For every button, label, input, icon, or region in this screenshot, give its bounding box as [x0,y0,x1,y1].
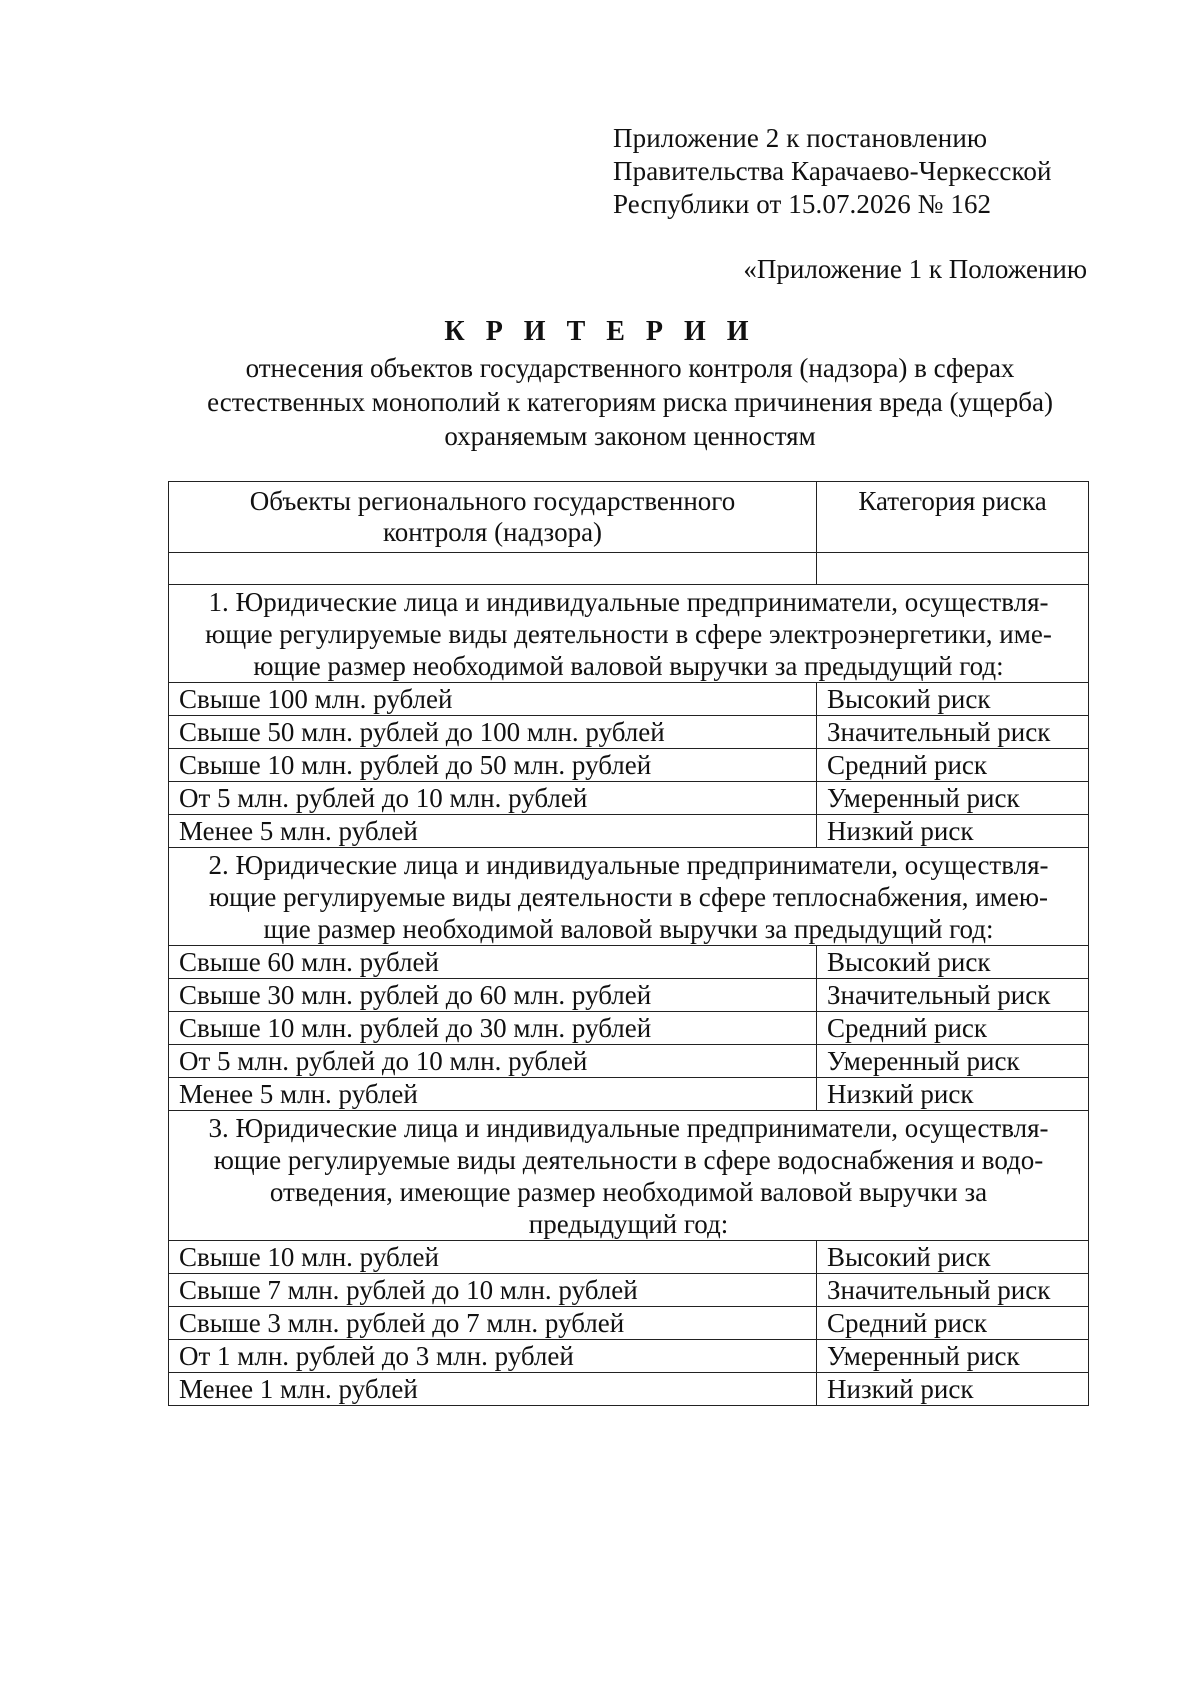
risk-category: Умеренный риск [817,1340,1089,1373]
revenue-threshold: Менее 5 млн. рублей [169,815,817,848]
subtitle-line: охраняемым законом ценностям [444,421,816,451]
table-row [169,749,1089,782]
appendix-header [613,122,1052,221]
revenue-threshold: Свыше 10 млн. рублей до 30 млн. рублей [169,1012,817,1045]
header-category: Категория риска [817,482,1089,553]
header-objects-line: Объекты регионального государственного [249,486,736,516]
appendix-header-line: Приложение 2 к постановлению [613,123,988,153]
section-heading-line: ющие регулируемые виды деятельности в сфере водоснабжения и водо- [213,1145,1044,1175]
section-heading-line: щие размер необходимой валовой выручки за предыдущий год: [263,914,994,944]
header-objects [169,482,817,553]
blank-cell [169,553,817,585]
table-row [169,1340,1089,1373]
risk-category: Низкий риск [817,1078,1089,1111]
section-heading [169,848,1089,946]
table-blank-row [169,553,1089,585]
table-row [169,1045,1089,1078]
section-heading-line: ющие регулируемые виды деятельности в сфере теплоснабжения, имею- [209,882,1048,912]
section-heading [169,585,1089,683]
reference-line: «Приложение 1 к Положению [743,254,1087,284]
revenue-threshold: Менее 1 млн. рублей [169,1373,817,1406]
appendix-header-line: Правительства Карачаево-Черкесской [613,156,1052,186]
section-heading-row [169,848,1089,946]
document-subtitle [150,351,1110,453]
table-row [169,815,1089,848]
section-heading-line: 3. Юридические лица и индивидуальные предприниматели, осуществля- [208,1113,1049,1143]
section-heading-line: предыдущий год: [528,1209,729,1239]
section-heading [169,1111,1089,1241]
table-header-row [169,482,1089,553]
section-heading-line: ющие размер необходимой валовой выручки за предыдущий год: [253,651,1004,681]
risk-category: Значительный риск [817,979,1089,1012]
section-heading-line: 1. Юридические лица и индивидуальные предприниматели, осуществля- [208,587,1049,617]
document-title: К Р И Т Е Р И И [444,316,756,347]
section-heading-line: ющие регулируемые виды деятельности в сфере электроэнергетики, име- [205,619,1052,649]
revenue-threshold: Свыше 60 млн. рублей [169,946,817,979]
criteria-table [168,481,1089,1406]
table-row [169,683,1089,716]
risk-category: Высокий риск [817,683,1089,716]
section-heading-row [169,585,1089,683]
risk-category: Средний риск [817,749,1089,782]
revenue-threshold: Свыше 10 млн. рублей до 50 млн. рублей [169,749,817,782]
revenue-threshold: Свыше 7 млн. рублей до 10 млн. рублей [169,1274,817,1307]
revenue-threshold: От 5 млн. рублей до 10 млн. рублей [169,1045,817,1078]
header-objects-line: контроля (надзора) [382,517,603,547]
revenue-threshold: Свыше 10 млн. рублей [169,1241,817,1274]
table-row [169,1241,1089,1274]
subtitle-line: естественных монополий к категориям риска причинения вреда (ущерба) [207,387,1053,417]
risk-category: Значительный риск [817,716,1089,749]
revenue-threshold: Свыше 30 млн. рублей до 60 млн. рублей [169,979,817,1012]
revenue-threshold: Свыше 50 млн. рублей до 100 млн. рублей [169,716,817,749]
risk-category: Значительный риск [817,1274,1089,1307]
risk-category: Высокий риск [817,1241,1089,1274]
revenue-threshold: Свыше 3 млн. рублей до 7 млн. рублей [169,1307,817,1340]
revenue-threshold: Менее 5 млн. рублей [169,1078,817,1111]
revenue-threshold: Свыше 100 млн. рублей [169,683,817,716]
appendix-header-line: Республики от 15.07.2026 № 162 [613,189,992,219]
risk-category: Низкий риск [817,815,1089,848]
section-heading-line: 2. Юридические лица и индивидуальные предприниматели, осуществля- [208,850,1049,880]
risk-category: Низкий риск [817,1373,1089,1406]
risk-category: Умеренный риск [817,1045,1089,1078]
section-heading-line: отведения, имеющие размер необходимой валовой выручки за [269,1177,988,1207]
risk-category: Умеренный риск [817,782,1089,815]
table-row [169,1274,1089,1307]
table-row [169,1307,1089,1340]
risk-category: Высокий риск [817,946,1089,979]
blank-cell [817,553,1089,585]
subtitle-line: отнесения объектов государственного контроля (надзора) в сферах [245,353,1015,383]
risk-category: Средний риск [817,1307,1089,1340]
table-row [169,979,1089,1012]
revenue-threshold: От 1 млн. рублей до 3 млн. рублей [169,1340,817,1373]
table-row [169,1078,1089,1111]
section-heading-row [169,1111,1089,1241]
table-row [169,782,1089,815]
revenue-threshold: От 5 млн. рублей до 10 млн. рублей [169,782,817,815]
table-row [169,716,1089,749]
table-row [169,946,1089,979]
risk-category: Средний риск [817,1012,1089,1045]
table-row [169,1373,1089,1406]
table-row [169,1012,1089,1045]
